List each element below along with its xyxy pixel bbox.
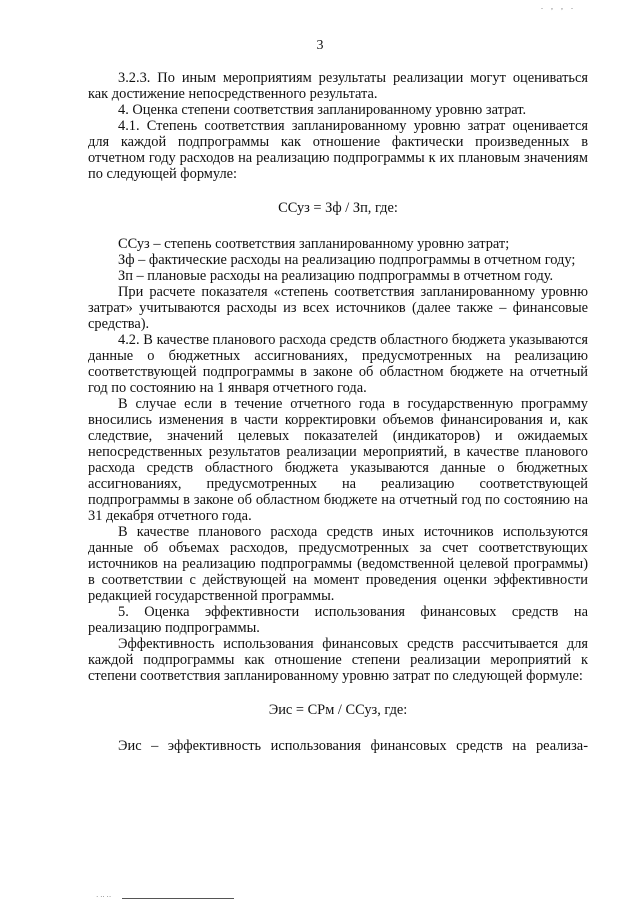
document-body bbox=[88, 70, 588, 754]
definition-zp: Зп – плановые расходы на реализацию подпрограммы в отчетном году. bbox=[118, 268, 554, 284]
section-4-heading: 4. Оценка степени соответствия запланированному уровню затрат. bbox=[118, 102, 527, 118]
paragraph-3-2-3: 3.2.3. По иным мероприятиям результаты реализации могут оцениваться как достижение непосредственного результата. bbox=[88, 70, 588, 102]
paragraph-efficiency: Эффективность использования финансовых средств рассчитывается для каждой подпрограммы как отношение степени реализации мероприятий к степени соответствия запланированному уровню затрат по следующей формуле: bbox=[88, 636, 588, 684]
paragraph-4-1: 4.1. Степень соответствия запланированному уровню затрат оценивается для каждой подпрограммы как отношение фактически произведенных в отчетном году расходов на реализацию подпрограммы к их плановым значениям по следующей формуле: bbox=[88, 118, 588, 182]
definition-zf: Зф – фактические расходы на реализацию подпрограммы в отчетном году; bbox=[118, 252, 576, 268]
definition-ssuz: ССуз – степень соответствия запланированному уровню затрат; bbox=[118, 236, 510, 252]
paragraph-4-2: 4.2. В качестве планового расхода средств областного бюджета указываются данные о бюджетных ассигнованиях, предусмотренных на реализацию соответствующей подпрограммы в законе об областном бюджете на отчетный год по состоянию на 1 января отчетного года. bbox=[88, 332, 588, 396]
footer-marks: · ·· ·· bbox=[96, 893, 112, 901]
footnote-divider bbox=[122, 898, 234, 899]
formula-ssuz: ССуз = Зф / Зп, где: bbox=[278, 200, 398, 216]
formula-eis: Эис = СРм / ССуз, где: bbox=[268, 702, 408, 718]
paragraph-calculation-note: При расчете показателя «степень соответствия запланированному уровню затрат» учитываются расходы из всех источников (далее также – финансовые средства). bbox=[88, 284, 588, 332]
page-number: 3 bbox=[316, 38, 324, 53]
section-5-heading: 5. Оценка эффективности использования финансовых средств на реализацию подпрограммы. bbox=[88, 604, 588, 636]
paragraph-other-sources: В качестве планового расхода средств иных источников используются данные об объемах расходов, предусмотренных за счет соответствующих источников на реализацию подпрограммы (ведомственной целевой программы) в соответствии с действующей на момент проведения оценки эффективности редакцией государственной программы. bbox=[88, 524, 588, 604]
scan-corner-marks: . , , . bbox=[541, 2, 576, 11]
paragraph-program-changes: В случае если в течение отчетного года в государственную программу вносились изменения в части корректировки объемов финансирования и, как следствие, значений целевых показателей (индикаторов) и ожидаемых непосредственных результатов реализации мероприятий, в качестве планового расхода средств областного бюджета указываются данные о бюджетных ассигнованиях, предусмотренных на реализацию соответствующей подпрограммы в законе об областном бюджете на отчетный год по состоянию на 31 декабря отчетного года. bbox=[88, 396, 588, 524]
definition-eis: Эис – эффективность использования финансовых средств на реализа- bbox=[118, 738, 588, 754]
